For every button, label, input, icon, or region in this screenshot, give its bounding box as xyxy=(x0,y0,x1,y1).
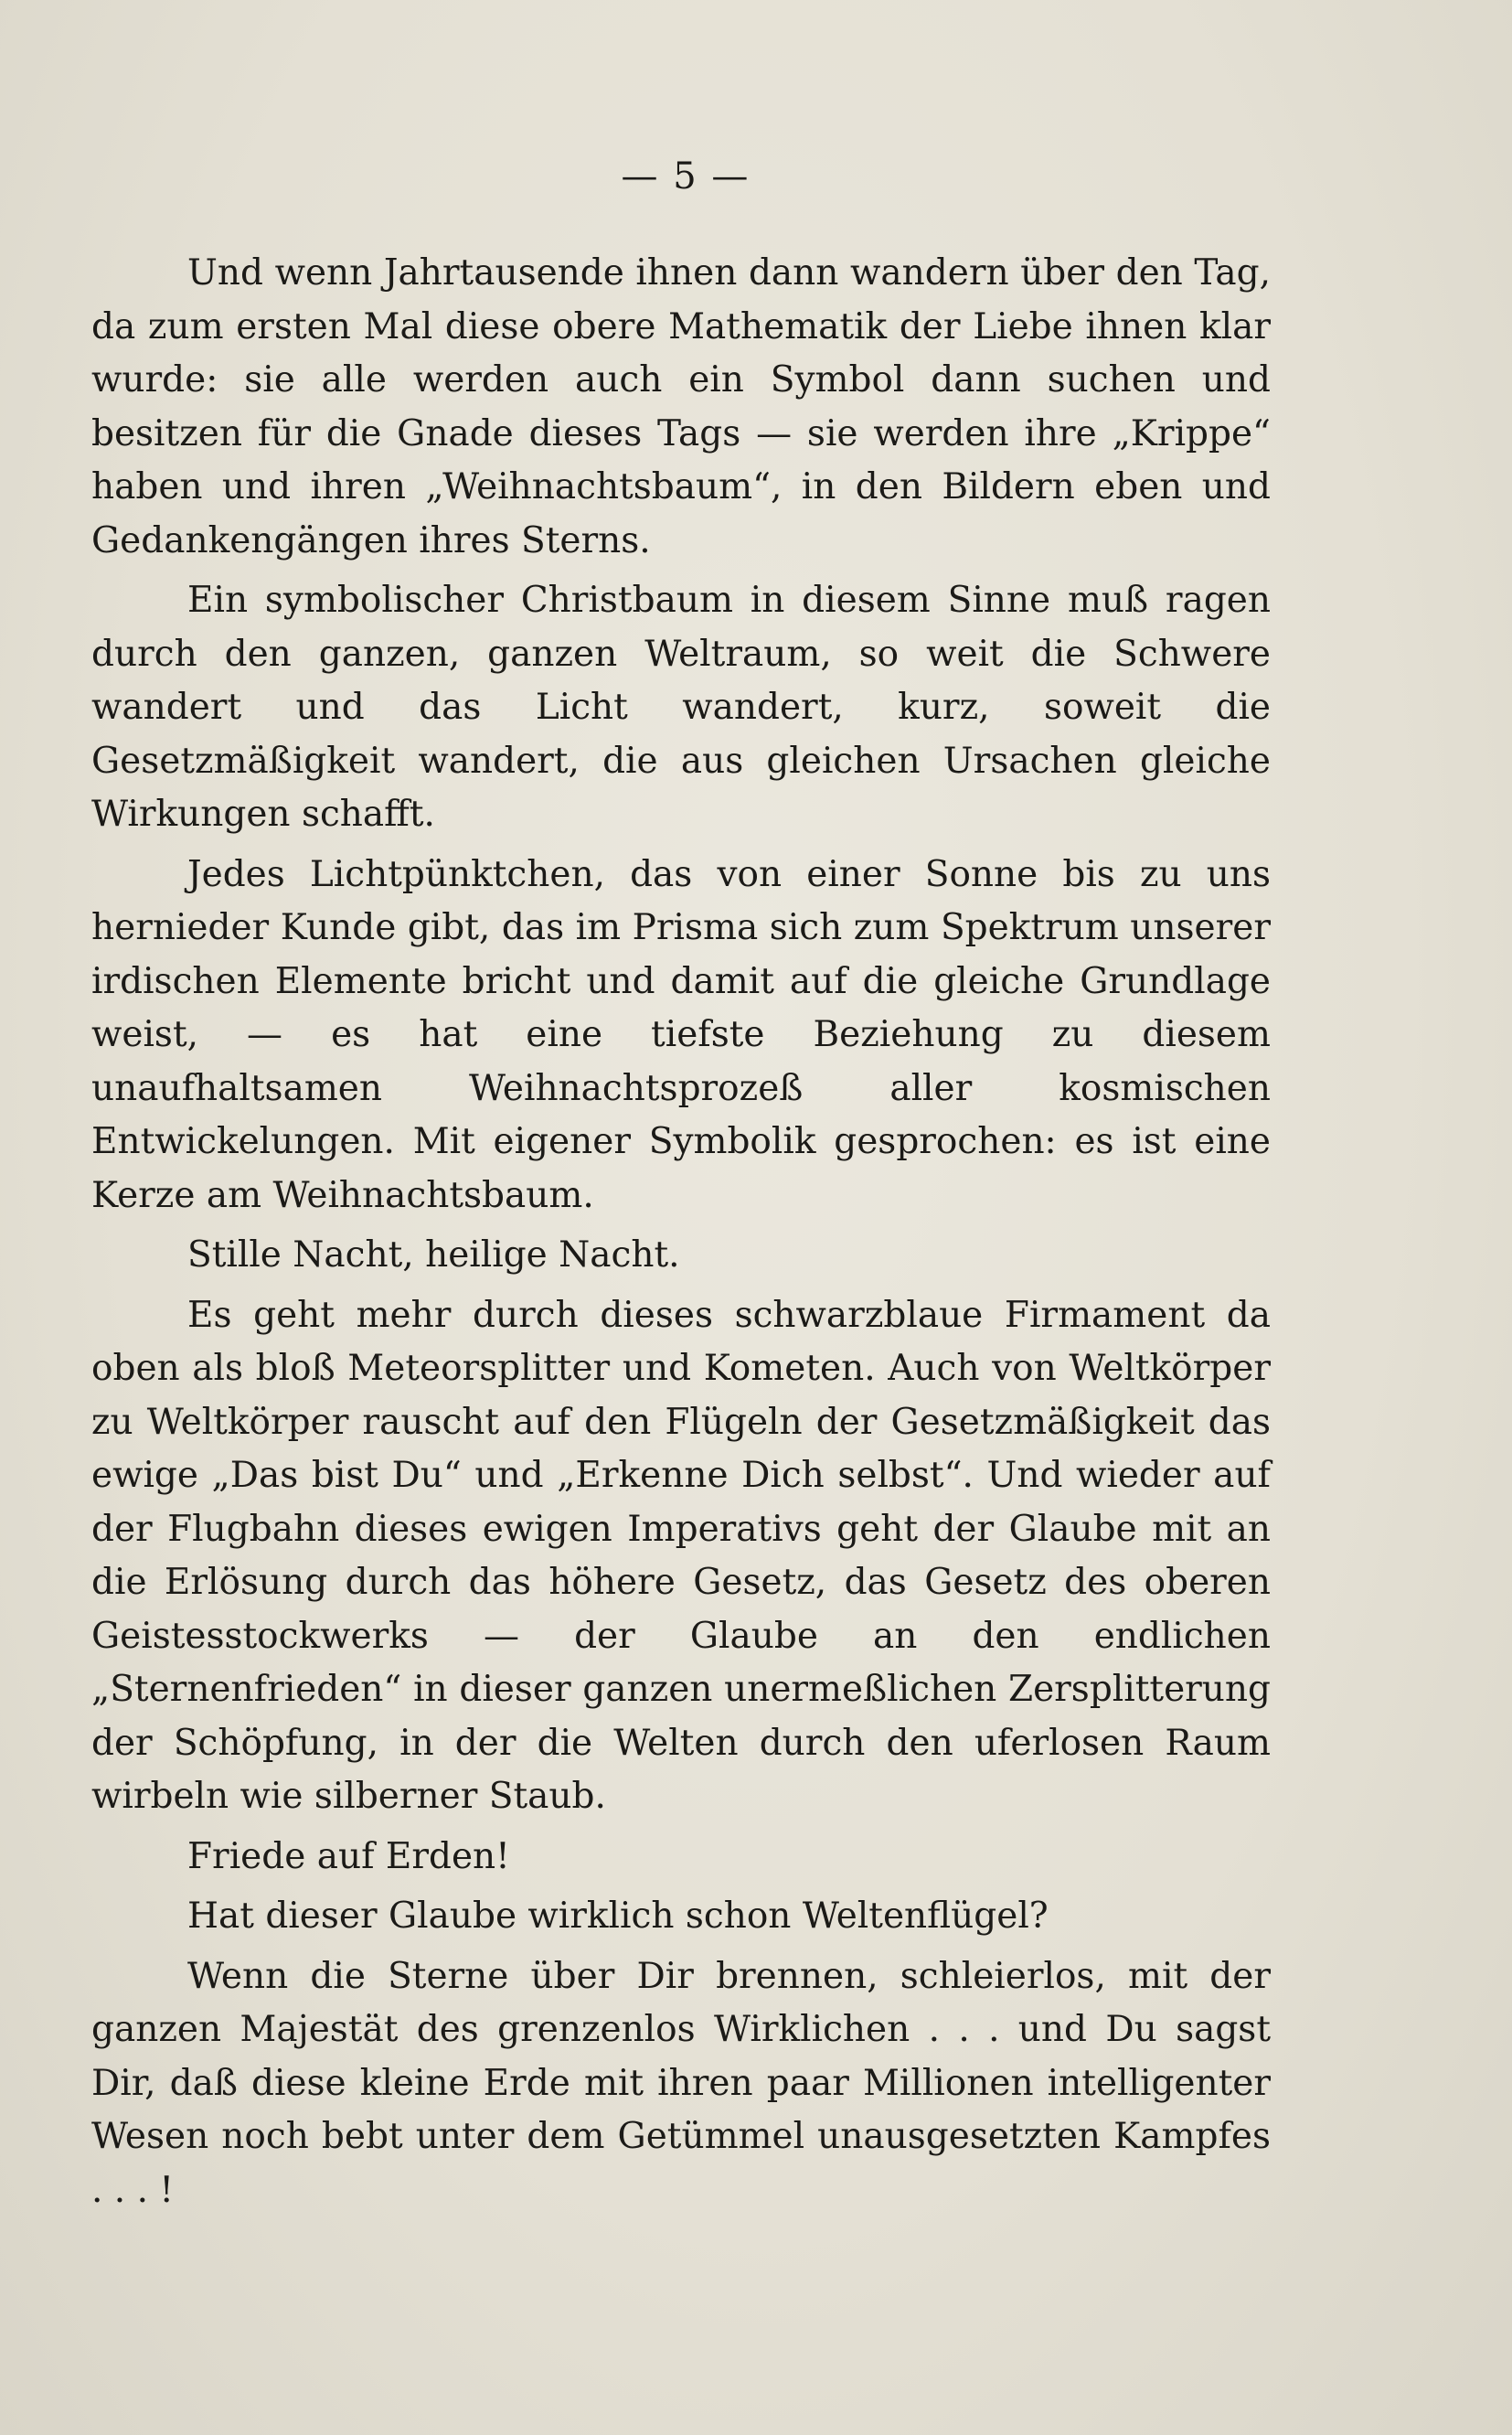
paragraph-1: Und wenn Jahrtausende ihnen dann wandern über den Tag, da zum ersten Mal diese obere Mathematik der Liebe ihnen klar wurde: sie alle werden auch ein Symbol dann suchen und besitzen für die Gnade dieses Tags — sie werden ihre „Krippe“ haben und ihren „Weihnachtsbaum“, in den Bildern eben und Gedankengängen ihres Sterns. xyxy=(91,252,1271,561)
paragraph-8: Wenn die Sterne über Dir brennen, schleierlos, mit der ganzen Majestät des grenzenlos Wirklichen . . . und Du sagst Dir, daß diese kleine Erde mit ihren paar Millionen intelligenter Wesen noch bebt unter dem Getümmel unausgesetzten Kampfes . . . ! xyxy=(91,1955,1271,2211)
paragraph-6: Friede auf Erden! xyxy=(187,1835,510,1877)
paragraph-2: Ein symbolischer Christbaum in diesem Sinne muß ragen durch den ganzen, ganzen Weltraum, so weit die Schwere wandert und das Licht wandert, kurz, soweit die Gesetzmäßigkeit wandert, die aus gleichen Ursachen gleiche Wirkungen schafft. xyxy=(91,580,1271,835)
paragraph-5: Es geht mehr durch dieses schwarzblaue Firmament da oben als bloß Meteorsplitter und Kometen. Auch von Weltkörper zu Weltkörper rauscht auf den Flügeln der Gesetzmäßigkeit das ewige „Das bist Du“ und „Erkenne Dich selbst“. Und wieder auf der Flugbahn dieses ewigen Imperativs geht der Glaube mit an die Erlösung durch das höhere Gesetz, das Gesetz des oberen Geistesstockwerks — der Glaube an den endlichen „Sternenfrieden“ in dieser ganzen unermeßlichen Zersplitterung der Schöpfung, in der die Welten durch den uferlosen Raum wirbeln wie silberner Staub. xyxy=(91,1294,1271,1817)
paragraph-3: Jedes Lichtpünktchen, das von einer Sonne bis zu uns hernieder Kunde gibt, das im Prisma sich zum Spektrum unserer irdischen Elemente bricht und damit auf die gleiche Grundlage weist, — es hat eine tiefste Beziehung zu diesem unaufhaltsamen Weihnachtsprozeß aller kosmischen Entwickelungen. Mit eigener Symbolik gesprochen: es ist eine Kerze am Weihnachtsbaum. xyxy=(91,853,1271,1216)
page-number: — 5 — xyxy=(621,155,751,198)
paragraph-4: Stille Nacht, heilige Nacht. xyxy=(187,1234,680,1276)
paragraph-7: Hat dieser Glaube wirklich schon Weltenflügel? xyxy=(187,1896,1049,1937)
body-text xyxy=(91,247,1271,2224)
